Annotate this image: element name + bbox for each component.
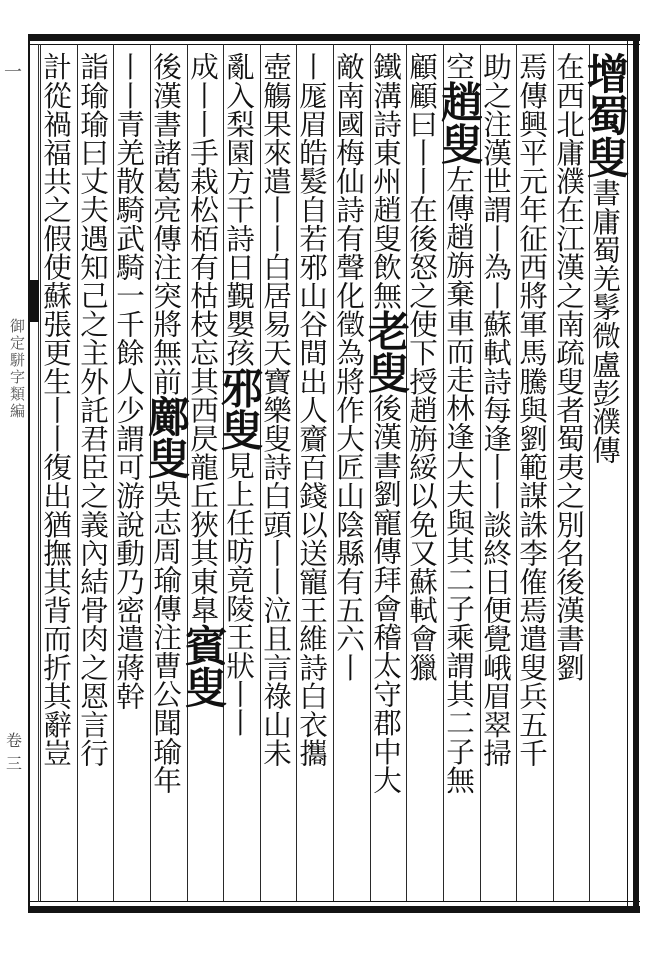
text-column — [78, 52, 113, 897]
text-column — [179, 52, 228, 897]
column-text: 見上任昉竟陵王狀丨丨 — [222, 450, 256, 737]
column-text: 後漢書劉寵傳拜會稽太守郡中大 — [369, 393, 403, 794]
text-column — [142, 52, 191, 897]
column-text: 在西北庸濮在江漢之南疏叟者蜀夷之別名後漢書劉 — [552, 52, 586, 682]
top-border — [28, 34, 640, 41]
column-text: 丨丨青羌散騎武騎一千餘人 — [112, 52, 146, 396]
column-text: 吳志周瑜傳注曹公聞瑜年 — [149, 479, 183, 794]
text-column — [41, 52, 76, 897]
bottom-border — [28, 906, 640, 913]
column-text: 少謂可游說動乃密遣蔣幹 — [112, 395, 146, 710]
gutter-label: 御定駢字類編 — [8, 318, 26, 420]
text-column — [435, 52, 484, 897]
text-column — [481, 52, 516, 897]
entry-headword: 邪叟 — [215, 366, 264, 451]
text-column — [407, 52, 442, 897]
text-column — [114, 52, 149, 897]
entry-headword: 賓叟 — [179, 624, 228, 708]
column-text: 丨厖眉皓髮自若邪山谷間出人齎百錢以送寵王維詩白衣攜 — [295, 52, 329, 767]
entry-headword: 趙叟 — [435, 80, 484, 165]
text-column — [581, 52, 630, 897]
column-text: 化徵為將作大匠山陰縣有五六丨 — [332, 280, 366, 682]
column-text: 成丨丨手栽松栢有枯枝 — [186, 52, 220, 338]
column-text: 鐵溝詩東州趙叟飲無 — [369, 52, 403, 310]
column-text: 敵南國梅仙詩有聲 — [332, 52, 366, 281]
column-text: 壺觴果來遣丨丨白居易天寶樂叟詩白頭丨丨泣且言祿山未 — [259, 52, 293, 767]
right-border — [633, 34, 639, 913]
column-text: 計從禍福共之假使蘇張更生丨丨復出猶撫其背而折其辭豈 — [39, 52, 73, 767]
gutter-top-mark: 一 — [4, 62, 22, 83]
entry-headword: 鄺叟 — [142, 395, 191, 480]
bottom-border-inner — [28, 901, 640, 902]
column-text: 後漢書諸葛亮傳注突將無前 — [149, 52, 183, 396]
gutter-bottom-mark: 卷三 — [6, 731, 23, 773]
column-text: 顧顧曰丨丨在後怒之使下授趙旃綏以免又蘇軾會獵 — [405, 52, 439, 682]
entry-headword: 增蜀叟 — [581, 52, 630, 178]
column-text: 焉傳興平元年征西將軍馬騰與劉範謀誅李傕焉遣叟兵五千 — [515, 52, 549, 767]
column-text: 亂入梨園方干詩日覲嬰孩 — [222, 52, 256, 367]
column-text: 助之注漢世謂丨為丨蘇軾詩每逢丨丨談終日便覺峨眉翠掃 — [479, 52, 513, 767]
entry-headword: 老叟 — [362, 309, 411, 394]
text-column — [261, 52, 296, 897]
text-column — [362, 52, 411, 897]
text-column — [517, 52, 552, 897]
column-text: 書庸蜀羌髳微盧彭濮傳 — [588, 178, 622, 464]
text-column — [334, 52, 369, 897]
column-text: 詣瑜瑜曰丈夫遇知己之主外託君臣之義內結骨肉之恩言行 — [76, 52, 110, 767]
text-column — [554, 52, 589, 897]
text-column — [215, 52, 264, 897]
column-text: 忘其西昃龍丘狹其東臯 — [186, 338, 220, 624]
left-border — [28, 34, 30, 913]
top-border-inner — [28, 44, 640, 45]
text-column — [297, 52, 332, 897]
column-text: 左傳趙旃棄車而走林逢大夫與其二子乘謂其二子無 — [442, 164, 476, 794]
column-text: 空 — [442, 52, 476, 81]
